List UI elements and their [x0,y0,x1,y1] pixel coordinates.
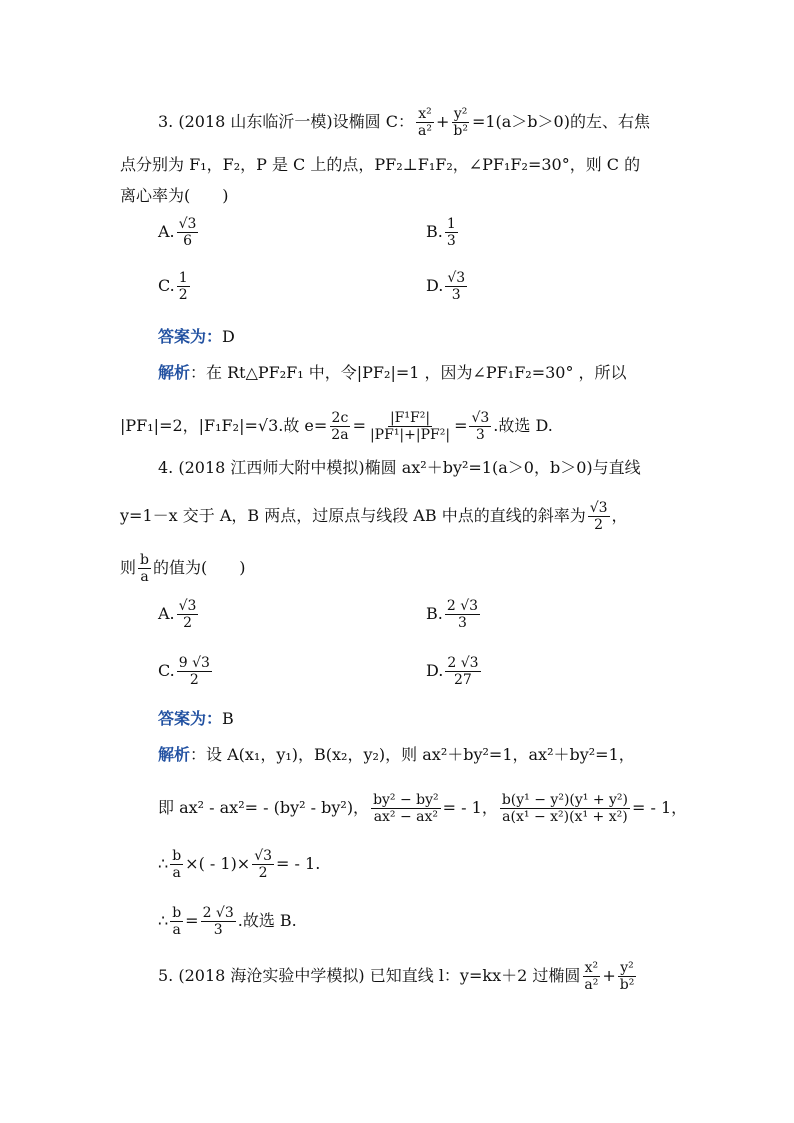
frac-den: 3 [213,922,223,938]
frac-num: b [140,552,149,568]
q4-solution-line3 [158,848,320,881]
frac-den: a [140,569,149,585]
frac-num: √3 [254,848,273,864]
frac-num: by² − by² [373,792,439,808]
option-label: A. [158,222,175,241]
option-fraction [177,216,199,249]
q3-frac-y2b2 [451,106,470,139]
frac-den: 3 [475,427,485,443]
q3-stem-tail: =1(a＞b＞0)的左、右焦 [471,112,650,131]
frac-den: a [172,865,181,881]
q3-solution-line2 [120,410,553,443]
option-fraction [445,270,467,303]
option-fraction [177,598,199,631]
frac-den: 2 [258,865,268,881]
frac-num: |F¹F²| [389,410,431,426]
q4-stem-tail: 的值为( ) [152,558,246,577]
option-label: B. [426,604,443,623]
frac-num: b(y¹ − y²)(y¹ + y²) [501,792,629,808]
answer-label: 答案为： [158,327,223,346]
q4-stem-text: 则 [120,558,137,577]
frac-den: b² [619,977,635,993]
option-label: B. [426,222,443,241]
answer-value: D [222,327,235,346]
q5-frac-y2b2 [618,960,637,993]
solution-text: ：设 A(x₁，y₁)，B(x₂，y₂)，则 ax²＋by²=1，ax²＋by²=1， [190,745,635,764]
q3-frac-x2a2 [416,106,434,139]
q4-stem-line2 [120,500,628,533]
q3-option-b [426,216,460,249]
q4-stem-line1: 4. (2018 江西师大附中模拟)椭圆 ax²＋by²=1(a＞0，b＞0)与直线 [158,458,641,477]
option-fraction [445,598,480,631]
solution-text: ：在 Rt△PF₂F₁ 中，令|PF₂|=1 ，因为∠PF₁F₂=30° ，所以 [190,363,627,382]
frac-den: 2 [178,287,188,303]
frac-num: b [172,848,182,864]
frac-num: 2c [331,410,349,426]
frac-den: 27 [454,672,472,688]
q3-option-c [158,270,192,303]
q3-stem-line3: 离心率为( ) [120,186,229,205]
frac-num: √3 [589,500,608,516]
q4-stem-line3 [120,552,245,585]
q4-option-d [426,655,483,688]
q5-stem-line1 [158,960,638,993]
q4-solution-line4 [158,905,297,938]
q4-stem-text: y=1－x 交于 A，B 两点，过原点与线段 AB 中点的直线的斜率为 [120,506,586,525]
frac-den: a [172,922,181,938]
option-label: D. [426,276,444,295]
frac-num: x² [418,106,432,122]
frac-den: a² [584,977,599,993]
frac-den: 2 [594,517,604,533]
q3-answer [158,327,235,347]
option-label: C. [158,661,175,680]
frac-num: y² [620,960,634,976]
solution-fraction [201,905,236,938]
solution-text: |PF₁|=2，|F₁F₂|=√3.故 e= [120,416,328,435]
equals-sign: = [185,911,199,930]
frac-den: b² [453,123,468,139]
solution-text: = - 1. [276,854,321,873]
solution-label: 解析 [158,363,191,382]
frac-num: 2 √3 [202,905,234,921]
option-fraction [177,655,212,688]
option-fraction [445,216,458,249]
q3-option-d [426,270,469,303]
q4-option-c [158,655,214,688]
plus-sign: + [435,112,450,131]
q3-stem-line1 [158,106,650,139]
frac-den: |PF¹|+|PF²| [369,427,451,443]
q4-option-a [158,598,200,631]
option-fraction [177,270,190,303]
frac-num: 2 √3 [446,598,479,614]
solution-fraction [500,792,630,825]
solution-label: 解析 [158,745,191,764]
q3-solution-line1 [158,363,627,383]
q4-answer [158,709,234,729]
solution-text: .故选 B. [237,911,297,930]
answer-label: 答案为： [158,709,223,728]
solution-text: = - 1， [442,798,498,817]
solution-fraction [170,848,183,881]
frac-den: 2a [331,427,349,443]
solution-fraction [371,792,441,825]
frac-num: √3 [447,270,466,286]
frac-den: a(x¹ − x²)(x¹ + x²) [502,809,628,825]
q3-stem-line2: 点分别为 F₁，F₂，P 是 C 上的点，PF₂⊥F₁F₂，∠PF₁F₂=30°，则 C 的 [120,155,641,174]
q4-slope-fraction [588,500,610,533]
frac-den: 2 [189,672,199,688]
solution-fraction [252,848,274,881]
q4-ba-fraction [138,552,151,585]
frac-den: 3 [457,615,467,631]
frac-den: 6 [183,233,193,249]
solution-text: = - 1， [632,798,688,817]
option-fraction [445,655,480,688]
solution-fraction [170,905,183,938]
solution-fraction [329,410,350,443]
solution-text: ×( - 1)× [185,854,251,873]
therefore-sign: ∴ [158,911,169,930]
solution-fraction [469,410,491,443]
frac-den: a² [417,123,432,139]
frac-num: √3 [471,410,490,426]
option-label: C. [158,276,175,295]
frac-den: ax² − ax² [373,809,439,825]
frac-num: b [172,905,182,921]
frac-num: √3 [178,216,197,232]
option-label: A. [158,604,175,623]
q4-solution-line1 [158,745,635,765]
q3-stem-text: 3. (2018 山东临沂一模)设椭圆 C： [158,112,414,131]
q4-solution-line2 [158,792,687,825]
q4-stem-tail: ， [611,506,628,525]
frac-num: x² [584,960,599,976]
therefore-sign: ∴ [158,854,169,873]
frac-num: 1 [446,216,456,232]
frac-den: 2 [183,615,193,631]
frac-num: 1 [178,270,188,286]
frac-num: 9 √3 [178,655,210,671]
frac-num: √3 [178,598,197,614]
frac-num: y² [453,106,468,122]
solution-text: .故选 D. [493,416,553,435]
frac-num: 2 √3 [447,655,479,671]
q3-option-a [158,216,200,249]
equals-sign: = [352,416,366,435]
q5-frac-x2a2 [582,960,600,993]
option-label: D. [426,661,444,680]
equals-sign: = [454,416,468,435]
plus-sign: + [602,966,616,985]
answer-value: B [222,709,234,728]
frac-den: 3 [451,287,461,303]
q5-stem-text: 5. (2018 海沧实验中学模拟) 已知直线 l：y=kx＋2 过椭圆 [158,966,581,985]
q4-option-b [426,598,482,631]
frac-den: 3 [446,233,456,249]
solution-fraction [368,410,452,443]
solution-text: 即 ax² - ax²= - (by² - by²)， [158,798,370,817]
